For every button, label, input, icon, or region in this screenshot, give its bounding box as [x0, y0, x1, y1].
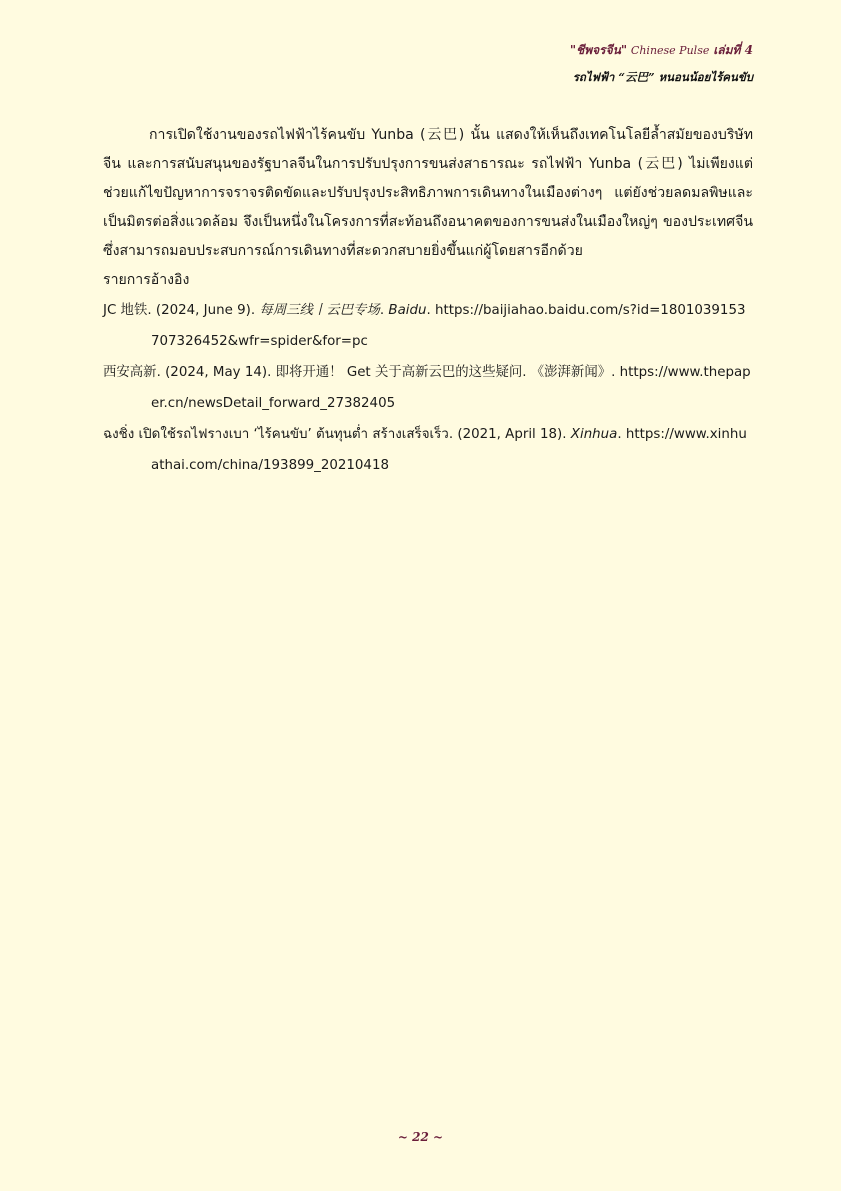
body-paragraph: การเปิดใช้งานของรถไฟฟ้าไร้คนขับ Yunba (云巴) นั้น แสดงให้เห็นถึงเทคโนโลยีล้ำสมัยของบริษัทจีน และการสนับสนุนของรัฐบาลจีนในการปรับปรุงการขนส่งสาธารณะ รถไฟฟ้า Yunba (云巴) ไม่เพียงแต่ช่วยแก้ไขปัญหาการจราจรติดขัดและปรับปรุงประสิทธิภาพการเดินทางในเมืองต่างๆ แต่ยังช่วยลดมลพิษและเป็นมิตรต่อสิ่งแวดล้อม จึงเป็นหนึ่งในโครงการที่สะท้อนถึงอนาคตของการขนส่งในเมืองใหญ่ๆ ของประเทศจีน ซึ่งสามารถมอบประสบการณ์การเดินทางที่สะดวกสบายยิ่งขึ้นแก่ผู้โดยสารอีกด้วย	[103, 127, 753, 259]
journal-title: "ชีพจรจีน"	[569, 43, 628, 57]
reference-list	[103, 295, 753, 481]
reference-title: 即将开通！ Get 关于高新云巴的这些疑问	[275, 365, 523, 380]
reference-url[interactable]: . https://baijiahao.baidu.com/s?id=1801039153707326452&wfr=spider&for=pc	[151, 303, 746, 349]
page-content	[103, 121, 753, 481]
reference-author: JC 地铁	[103, 303, 148, 318]
article-title: รถไฟฟ้า “云巴” หนอนน้อยไร้คนขับ	[572, 70, 753, 84]
reference-separator: .	[522, 365, 531, 380]
reference-date: . (2024, June 9).	[147, 303, 260, 318]
reference-title: 每周三线丨云巴专场	[259, 303, 380, 318]
reference-source: 《澎湃新闻》	[530, 365, 612, 380]
reference-source: Baidu	[388, 303, 427, 318]
running-header	[570, 44, 753, 84]
reference-item	[103, 419, 753, 481]
journal-line	[570, 44, 753, 62]
reference-item	[103, 295, 753, 357]
references-heading: รายการอ้างอิง	[103, 272, 190, 288]
reference-date: . (2024, May 14).	[156, 365, 276, 380]
reference-url[interactable]: . https://www.thepaper.cn/newsDetail_forward_27382405	[151, 365, 751, 411]
reference-author: ฉงชิ่ง เปิดใช้รถไฟรางเบา ‘ไร้คนขับ’ ต้นทุนต่ำ สร้างเสร็จเร็ว	[103, 427, 449, 442]
reference-date: . (2021, April 18).	[448, 427, 571, 442]
reference-item	[103, 357, 753, 419]
reference-separator: .	[379, 303, 389, 318]
journal-subtitle: Chinese Pulse	[630, 44, 710, 57]
reference-url[interactable]: . https://www.xinhuathai.com/china/193899_20210418	[151, 427, 747, 473]
reference-author: 西安高新	[103, 365, 157, 380]
volume-label: เล่มที่ 4	[713, 43, 753, 57]
page-number: ~ 22 ~	[397, 1130, 444, 1144]
reference-source: Xinhua	[570, 427, 618, 442]
